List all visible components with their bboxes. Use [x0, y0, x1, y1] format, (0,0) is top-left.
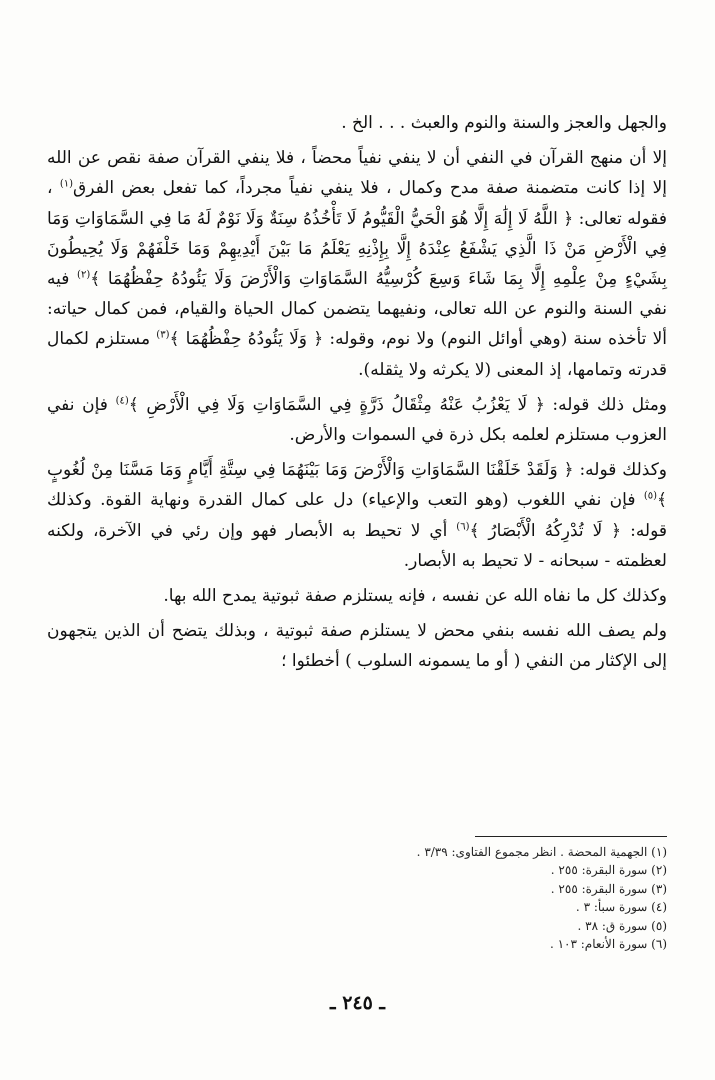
main-text: [47, 108, 667, 682]
paragraph-2-text-d: مستلزم لكمال قدرته وتمامها، إذ المعنى (لا يكرثه ولا يثقله).: [47, 329, 667, 380]
paragraph-3-text-a: ومثل ذلك قوله:: [552, 394, 668, 415]
footnote-ref-2: (٢): [77, 269, 91, 281]
quran-verse-ayat-al-kursi: ﴿ اللَّهُ لَا إِلَٰهَ إِلَّا هُوَ الْحَيُّ الْقَيُّومُ لَا تَأْخُذُهُ سِنَةٌ وَلَا نَوْمٌ لَهُ مَا فِي السَّمَاوَاتِ وَمَا فِي الْأَرْضِ مَنْ ذَا الَّذِي يَشْفَعُ عِنْدَهُ إِلَّا بِإِذْنِهِ يَعْلَمُ مَا بَيْنَ أَيْدِيهِمْ وَمَا خَلْفَهُمْ وَلَا يُحِيطُونَ بِشَيْءٍ مِنْ عِلْمِهِ إِلَّا بِمَا شَاءَ وَسِعَ كُرْسِيُّهُ السَّمَاوَاتِ وَالْأَرْضَ وَلَا يَئُودُهُ حِفْظُهُمَا ﴾: [47, 208, 667, 290]
footnote-6: (٦) سورة الأنعام: ١٠٣ .: [549, 937, 667, 952]
footnote-1: (١) الجهمية المحضة . انظر مجموع الفتاوى: ٣/٣٩ .: [416, 845, 667, 859]
quran-verse-la-tudrikuhu: ﴿ لَا تُدْرِكُهُ الْأَبْصَارُ ﴾: [469, 520, 622, 541]
footnote-3: (٣) سورة البقرة: ٢٥٥ .: [550, 881, 667, 896]
footnotes: [107, 843, 667, 953]
paragraph-5: [47, 581, 667, 611]
paragraph-6: [47, 616, 667, 676]
page-number: ـ ٢٤٥ ـ: [330, 992, 385, 1014]
paragraph-2-text-b: ، فقوله تعالى:: [47, 178, 667, 229]
paragraph-4-text-b: فإن نفي اللغوب (وهو التعب والإعياء) دل على كمال القدرة ونهاية القوة. وكذلك قوله:: [47, 490, 668, 541]
footnote-ref-6: (٦): [456, 520, 470, 532]
footnote-4: (٤) سورة سبأ: ٣ .: [575, 900, 667, 915]
footnote-5: (٥) سورة ق: ٣٨ .: [577, 918, 667, 933]
paragraph-1-text: والجهل والعجز والسنة والنوم والعبث . . . الخ .: [341, 113, 667, 133]
paragraph-2: [47, 143, 667, 385]
quran-verse-walaqad-khalaqna: ﴿ وَلَقَدْ خَلَقْنَا السَّمَاوَاتِ وَالْأَرْضَ وَمَا بَيْنَهُمَا فِي سِتَّةِ أَيَّامٍ وَمَا مَسَّنَا مِنْ لُغُوبٍ ﴾: [47, 460, 667, 511]
paragraph-2-text-c: فيه نفي السنة والنوم عن الله تعالى، ونفيهما يتضمن كمال الحياة والقيام، فمن كمال حياته: ألا تأخذه سنة (وهي أوائل النوم) ولا نوم، وقوله:: [47, 269, 668, 350]
paragraph-2-text-a: إلا أن منهج القرآن في النفي أن لا ينفي نفياً محضاً ، فلا ينفي القرآن صفة نقص عن الله إلا إذا كانت متضمنة صفة مدح وكمال ، فلا ينفي نفياً مجرداً، كما تفعل بعض الفرق: [47, 148, 667, 199]
paragraph-4-text-a: وكذلك قوله:: [579, 460, 667, 481]
paragraph-3: [47, 390, 667, 450]
footnote-2: (٢) سورة البقرة: ٢٥٥ .: [550, 863, 667, 878]
paragraph-4-text-c: أي لا تحيط به الأبصار فهو وإن رئي في الآخرة، ولكنه لعظمته - سبحانه - لا تحيط به الأبصار.: [47, 520, 667, 571]
footnote-ref-1: (١): [59, 178, 74, 190]
footnote-ref-5: (٥): [643, 490, 658, 502]
paragraph-4: [47, 455, 667, 576]
quran-verse-hifzuhuma: ﴿ وَلَا يَئُودُهُ حِفْظُهُمَا ﴾: [169, 329, 324, 350]
footnote-divider: [475, 836, 667, 837]
paragraph-6-text: ولم يصف الله نفسه بنفي محض لا يستلزم صفة ثبوتية ، وبذلك يتضح أن الذين يتجهون إلى الإكثار من النفي ( أو ما يسمونه السلوب ) أخطئوا ؛: [47, 621, 667, 672]
paragraph-1: [47, 108, 667, 138]
paragraph-3-text-b: فإن نفي العزوب مستلزم لعلمه بكل ذرة في السموات والأرض.: [47, 394, 667, 446]
paragraph-5-text: وكذلك كل ما نفاه الله عن نفسه ، فإنه يستلزم صفة ثبوتية يمدح الله بها.: [163, 586, 667, 607]
quran-verse-la-yazub: ﴿ لَا يَعْزُبُ عَنْهُ مِثْقَالُ ذَرَّةٍ فِي السَّمَاوَاتِ وَلَا فِي الْأَرْضِ ﴾: [128, 394, 545, 415]
footnote-ref-4: (٤): [115, 395, 129, 407]
footnote-ref-3: (٣): [156, 329, 170, 341]
